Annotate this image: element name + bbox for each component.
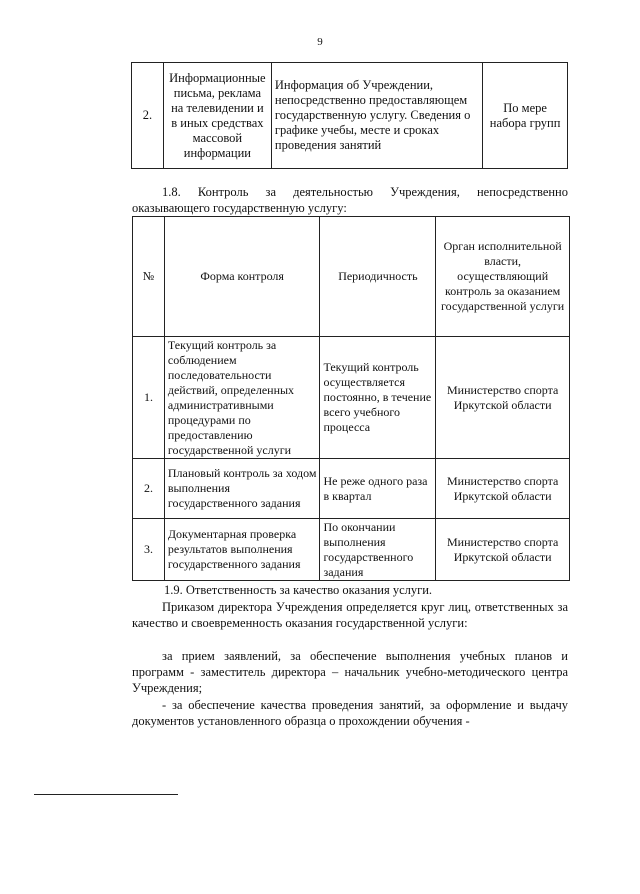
responsibility-item: - за обеспечение качества проведения занятий, за оформление и выдачу документов установленного образца о прохождении обучения - [132,698,568,728]
info-frequency-cell: По мере набора групп [483,63,568,169]
authority-cell: Министерство спорта Иркутской области [436,459,570,519]
information-table [131,62,568,169]
authority-cell: Министерство спорта Иркутской области [436,519,570,581]
header-periodicity: Периодичность [320,217,436,337]
responsibility-item: за прием заявлений, за обеспечение выполнения учебных планов и программ - заместитель директора – начальник учебно-методического центра Учреждения; [132,649,568,695]
authority-cell: Министерство спорта Иркутской области [436,337,570,459]
control-form-cell: Текущий контроль за соблюдением последовательности действий, определенных административными процедурами по предоставлению государственной услуги [164,337,320,459]
page-number: 9 [317,36,323,48]
footnote-separator [34,794,178,795]
table-header-row [133,217,570,337]
control-table [132,216,570,581]
header-authority: Орган исполнительной власти, осуществляющий контроль за оказанием государственной услуги [436,217,570,337]
control-form-cell: Документарная проверка результатов выполнения государственного задания [164,519,320,581]
info-content-cell: Информация об Учреждении, непосредственно предоставляющем государственную услугу. Сведения о графике учебы, месте и сроках проведения занятий [271,63,482,169]
periodicity-cell: По окончании выполнения государственного задания [320,519,436,581]
row-number: 1. [133,337,165,459]
periodicity-cell: Не реже одного раза в квартал [320,459,436,519]
control-form-cell: Плановый контроль за ходом выполнения государственного задания [164,459,320,519]
section-1-9-heading: 1.9. Ответственность за качество оказания услуги. [164,583,433,597]
table-row [133,519,570,581]
row-number: 2. [133,459,165,519]
responsibility-paragraph: Приказом директора Учреждения определяется круг лиц, ответственных за качество и своевременность оказания государственной услуги: [132,600,568,630]
table-row [132,63,568,169]
row-number: 3. [133,519,165,581]
info-means-cell: Информационные письма, реклама на телевидении и в иных средствах массовой информации [163,63,271,169]
header-number: № [133,217,165,337]
periodicity-cell: Текущий контроль осуществляется постоянно, в течение всего учебного процесса [320,337,436,459]
row-number: 2. [132,63,164,169]
section-1-8-text: 1.8. Контроль за деятельностью Учреждения, непосредственно оказывающего государственную услугу: [132,185,568,215]
table-row [133,337,570,459]
header-control-form: Форма контроля [164,217,320,337]
table-row [133,459,570,519]
